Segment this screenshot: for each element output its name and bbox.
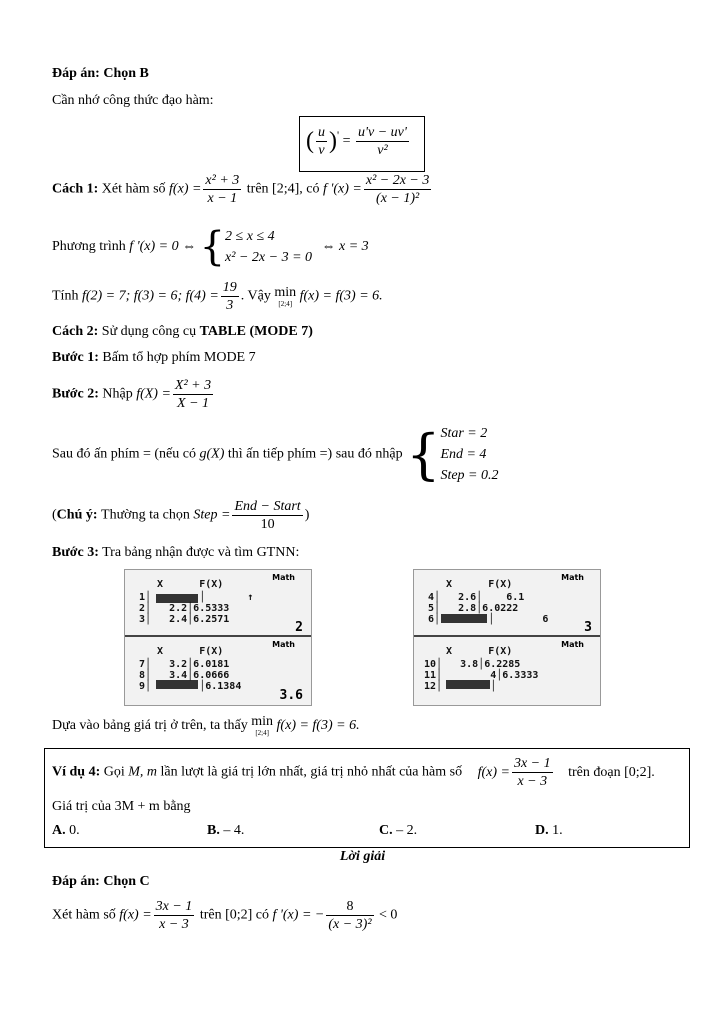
note-line: (Chú ý: Thường ta chọn Step = $\frac{\text{End − Start}}{10}$ ) xyxy=(52,499,310,532)
method2-line: Cách 2: Sử dụng công cụ TABLE (MODE 7) xyxy=(52,324,313,339)
formula-box xyxy=(299,116,425,172)
conclusion-line: Dựa vào bảng giá trị ở trên, ta thấy min [2;4] f(x) = f(3) = 6. xyxy=(52,714,360,737)
last-line: Xét hàm số f(x) = $\frac{3x - 1}{x - 3}$ trên [0;2] có f '(x) = − $\frac{8}{\text{(x − 3)²}}$ < 0 xyxy=(52,899,398,932)
option-d: D. 1. xyxy=(535,823,563,838)
recall-text: Cần nhớ công thức đạo hàm: xyxy=(52,93,214,108)
equation-line: Phương trình f '(x) = 0 ⇔ { 2 ≤ x ≤ 4 x² − 2x − 3 = 0 ⇔ x = 3 xyxy=(52,224,369,270)
example-prompt: Giá trị của 3M + m bằng xyxy=(52,799,191,814)
step1-line: Bước 1: Bấm tổ hợp phím MODE 7 xyxy=(52,350,256,365)
option-c: C. – 2. xyxy=(379,823,418,838)
answer-line: Đáp án: Chọn B xyxy=(52,66,149,81)
answer2-line: Đáp án: Chọn C xyxy=(52,874,150,889)
calculator-screen-left: Math X F(X) 1│ │ ↑ 2│ 2.2│6.5333 3│ 2.4│6.2571 2 Math X F(X) 7│ 3.2│6.0181 8│ 3.4│6.0666 9│ │6.1384 3.6 xyxy=(124,569,312,706)
option-a: A. 0. xyxy=(52,823,80,838)
example-question: Ví dụ 4: Gọi M, m lần lượt là giá trị lớn nhất, giá trị nhỏ nhất của hàm số f(x) = $\frac{3x - 1}{x - 3}$ trên đoạn [0;2]. xyxy=(52,756,655,789)
method1-line: Cách 1: Xét hàm số f(x) = $\frac{\text{x² + 3}}{x - 1}$ trên [2;4], có f '(x) = $\frac{\text{x² − 2x − 3}}{\text{(x − 1)²}}$ xyxy=(52,173,430,206)
option-b: B. – 4. xyxy=(207,823,245,838)
quotient-rule: ( $\frac{u}{v}$ )' = $\frac{u'v - uv'}{\text{v²}}$ xyxy=(306,125,407,158)
solution-title: Lời giải xyxy=(339,849,386,864)
step3-line: Bước 3: Tra bảng nhận được và tìm GTNN: xyxy=(52,545,300,560)
compute-line: Tính f(2) = 7; f(3) = 6; f(4) = $\frac{19}{3}$ . Vậy min [2;4] f(x) = f(3) = 6. xyxy=(52,280,383,313)
then-line: Sau đó ấn phím = (nếu có g(X) thì ấn tiếp phím =) sau đó nhập { Star = 2 End = 4 Step = 0.2 xyxy=(52,423,499,486)
example-box xyxy=(44,748,690,848)
step2-line: Bước 2: Nhập f(X) = $\frac{\text{X² + 3}}{X - 1}$ xyxy=(52,378,212,411)
calculator-screen-right: Math X F(X) 4│ 2.6│ 6.1 5│ 2.8│6.0222 6│ │ 6 3 Math X F(X) 10│ 3.8│6.2285 11│ 4│6.3333 12│ │ xyxy=(413,569,601,706)
